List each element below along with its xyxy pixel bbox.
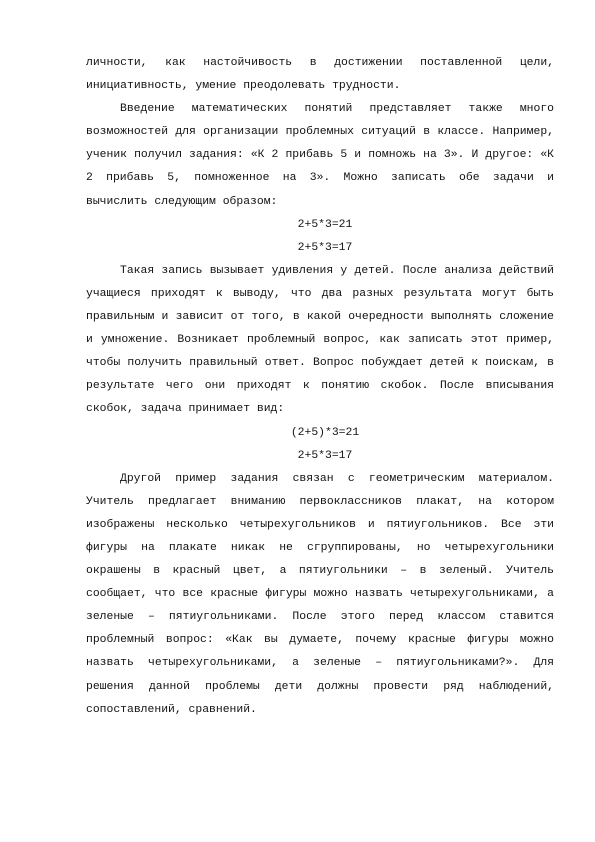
formula-line: 2+5*3=17 <box>297 449 353 462</box>
paragraph-continuation: личности, как настойчивость в достижении поставленной цели, инициативность, умение преодолевать трудности. <box>86 57 554 93</box>
document-body <box>86 52 554 722</box>
formula-line: 2+5*3=21 <box>297 218 353 231</box>
formula-line: (2+5)*3=21 <box>290 426 360 439</box>
paragraph-geometry-example: Другой пример задания связан с геометрическим материалом. Учитель предлагает вниманию первоклассников плакат, на котором изображены несколько четырехугольников и пятиугольников. Все эти фигуры на плакате никак не сгруппированы, но четырехугольники окрашены в красный цвет, а пятиугольники – в зеленый. Учитель сообщает, что все красные фигуры можно назвать четырехугольниками, а зеленые – пятиугольниками. После этого перед классом ставится проблемный вопрос: «Как вы думаете, почему красные фигуры можно назвать четырехугольниками, а зеленые – пятиугольниками?». Для решения данной проблемы дети должны провести ряд наблюдений, сопоставлений, сравнений. <box>86 472 554 716</box>
paragraph-parentheses: Такая запись вызывает удивления у детей. После анализа действий учащиеся приходят к выводу, что два разных результата могут быть правильным и зависит от того, в какой очередности выполнять сложение и умножение. Возникает проблемный вопрос, как записать этот пример, чтобы получить правильный ответ. Вопрос побуждает детей к поискам, в результате чего они приходят к понятию скобок. После вписывания скобок, задача принимает вид: <box>86 264 554 416</box>
formula-line: 2+5*3=17 <box>297 241 353 254</box>
paragraph-math-concepts: Введение математических понятий представляет также много возможностей для организации проблемных ситуаций в классе. Например, ученик получил задания: «К 2 прибавь 5 и помножь на 3». И другое: «К 2 прибавь 5, помноженное на 3». Можно записать обе задачи и вычислить следующим образом: <box>86 103 554 208</box>
